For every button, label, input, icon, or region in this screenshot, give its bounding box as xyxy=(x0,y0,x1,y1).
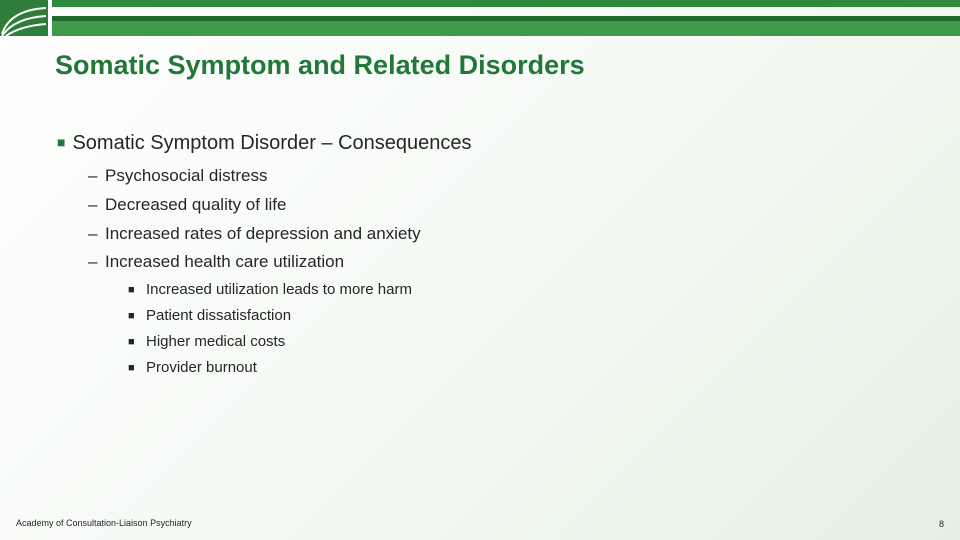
subsubitem-text: Increased utilization leads to more harm xyxy=(146,281,412,298)
dash-bullet-icon: – xyxy=(88,166,98,185)
slide-title: Somatic Symptom and Related Disorders xyxy=(55,50,585,80)
header-band-low xyxy=(52,21,960,36)
dash-bullet-icon: – xyxy=(88,252,98,271)
square-bullet-icon: ■ xyxy=(128,310,135,322)
square-bullet-icon: ■ xyxy=(128,336,135,348)
subitem-text: Increased health care utilization xyxy=(105,252,345,271)
subitem-text: Psychosocial distress xyxy=(105,166,268,185)
subsubitem xyxy=(128,307,291,324)
square-bullet-icon: ■ xyxy=(128,284,135,296)
header-band-top xyxy=(52,0,960,7)
academy-logo-icon xyxy=(0,0,48,36)
subsubitem-text: Higher medical costs xyxy=(146,333,286,350)
subitem-text: Decreased quality of life xyxy=(105,195,287,214)
subsubitem xyxy=(128,281,412,298)
subsubitem xyxy=(128,359,257,376)
square-bullet-icon: ■ xyxy=(128,362,135,374)
page-number: 8 xyxy=(938,519,944,529)
subsubitem xyxy=(128,333,285,350)
dash-bullet-icon: – xyxy=(88,224,98,243)
subsubitem-text: Provider burnout xyxy=(146,359,257,376)
subitem xyxy=(88,195,286,215)
subitem xyxy=(88,224,421,244)
subitem-text: Increased rates of depression and anxiety xyxy=(105,224,421,243)
footer-org: Academy of Consultation-Liaison Psychiatry xyxy=(16,518,192,528)
bullet-level1-text: Somatic Symptom Disorder – Consequences xyxy=(72,132,472,154)
subsubitem-text: Patient dissatisfaction xyxy=(146,307,292,324)
subitem xyxy=(88,252,344,272)
square-bullet-icon: ■ xyxy=(57,134,66,150)
bullet-level1 xyxy=(57,132,472,155)
dash-bullet-icon: – xyxy=(88,195,98,214)
subitem xyxy=(88,166,268,186)
